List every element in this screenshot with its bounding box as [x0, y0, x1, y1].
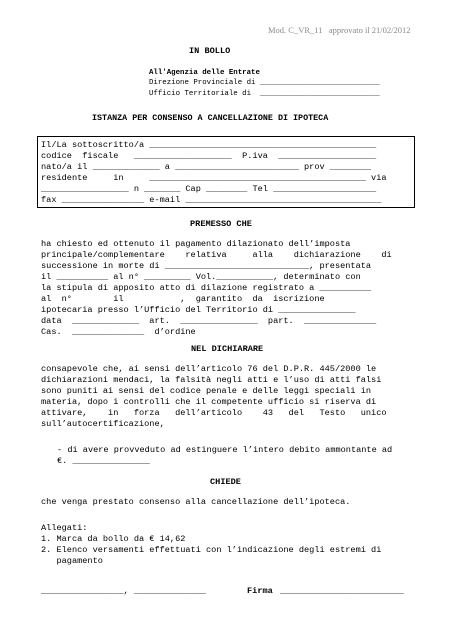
- dichiarare-line: dichiarazioni mendaci, la falsità negli atti e l’uso di atti falsi: [41, 375, 382, 385]
- premesso-line: il __________ al n° _________ Vol.___________, determinato con: [41, 272, 361, 282]
- allegati-heading: Allegati:: [41, 523, 88, 533]
- premesso-line: la stipula di apposito atto di dilazione registrato a __________: [41, 283, 372, 293]
- birth-data-field[interactable]: nato/a il _____________ a ________________________ prov ________: [41, 162, 372, 172]
- premesso-line: successione in morte di ____________________________, presentata: [41, 261, 372, 271]
- applicant-name-field[interactable]: Il/La sottoscritto/a ____________________________________________: [41, 140, 377, 150]
- dichiarare-line: consapevole che, ai sensi dell’articolo 76 del D.P.R. 445/2000 le: [41, 364, 377, 374]
- firma-label: Firma: [247, 586, 273, 596]
- premesso-line: principale/complementare relativa alla dichiarazione di: [41, 250, 392, 260]
- place-date-field[interactable]: ________________, ______________: [41, 586, 207, 596]
- premesso-line: ha chiesto ed ottenuto il pagamento dilazionato dell’imposta: [41, 239, 351, 249]
- premesso-line: Cas. ______________ d’ordine: [41, 327, 196, 337]
- fax-email-field[interactable]: fax ________________ e-mail ______________________________________: [41, 195, 382, 205]
- document-title: ISTANZA PER CONSENSO A CANCELLAZIONE DI IPOTECA: [92, 113, 329, 123]
- dichiarare-line: sull’autocertificazione,: [41, 419, 165, 429]
- premesso-line: ipotecaria presso l’Ufficio del Territorio di _______________: [41, 305, 356, 315]
- addressee-direzione: Direzione Provinciale di ___________________________: [149, 79, 380, 87]
- dichiarare-line: materia, dopo i controlli che il competente ufficio si riserva di: [41, 397, 377, 407]
- allegato-item-continuation: pagamento: [41, 556, 103, 566]
- debt-statement: - di avere provveduto ad estinguere l’intero debito ammontante ad: [57, 445, 393, 455]
- premesso-heading: PREMESSO CHE: [190, 219, 252, 229]
- model-reference: Mod. C_VR_11 approvato il 21/02/2012: [268, 25, 411, 35]
- debt-amount-field[interactable]: €. _______________: [57, 456, 150, 466]
- addressee-ufficio: Ufficio Territoriale di ___________________________: [149, 90, 380, 98]
- dichiarare-line: attivare, in forza dell’articolo 43 del Testo unico: [41, 408, 387, 418]
- in-bollo-label: IN BOLLO: [189, 46, 231, 56]
- premesso-line: data _____________ art. _______________ part. ______________: [41, 316, 377, 326]
- chiede-heading: CHIEDE: [210, 477, 241, 487]
- addressee-agency: All'Agenzia delle Entrate: [149, 69, 260, 77]
- dichiarare-heading: NEL DICHIARARE: [191, 344, 264, 354]
- signature-field[interactable]: ________________________: [280, 586, 404, 596]
- dichiarare-line: sono puniti ai sensi del codice penale e delle leggi speciali in: [41, 386, 372, 396]
- address-phone-field[interactable]: _________________ n _______ Cap ________ Tel ____________________: [41, 184, 377, 194]
- residence-field[interactable]: residente in __________________________________________ via: [41, 173, 387, 183]
- premesso-line: al n° il , garantito da iscrizione: [41, 294, 325, 304]
- allegato-item: 1. Marca da bollo da € 14,62: [41, 534, 186, 544]
- fiscal-code-vat-field[interactable]: codice fiscale ___________________ P.iva ___________________: [41, 151, 377, 161]
- chiede-text: che venga prestato consenso alla cancellazione dell’ipoteca.: [41, 497, 351, 507]
- allegato-item: 2. Elenco versamenti effettuati con l’indicazione degli estremi di: [41, 545, 382, 555]
